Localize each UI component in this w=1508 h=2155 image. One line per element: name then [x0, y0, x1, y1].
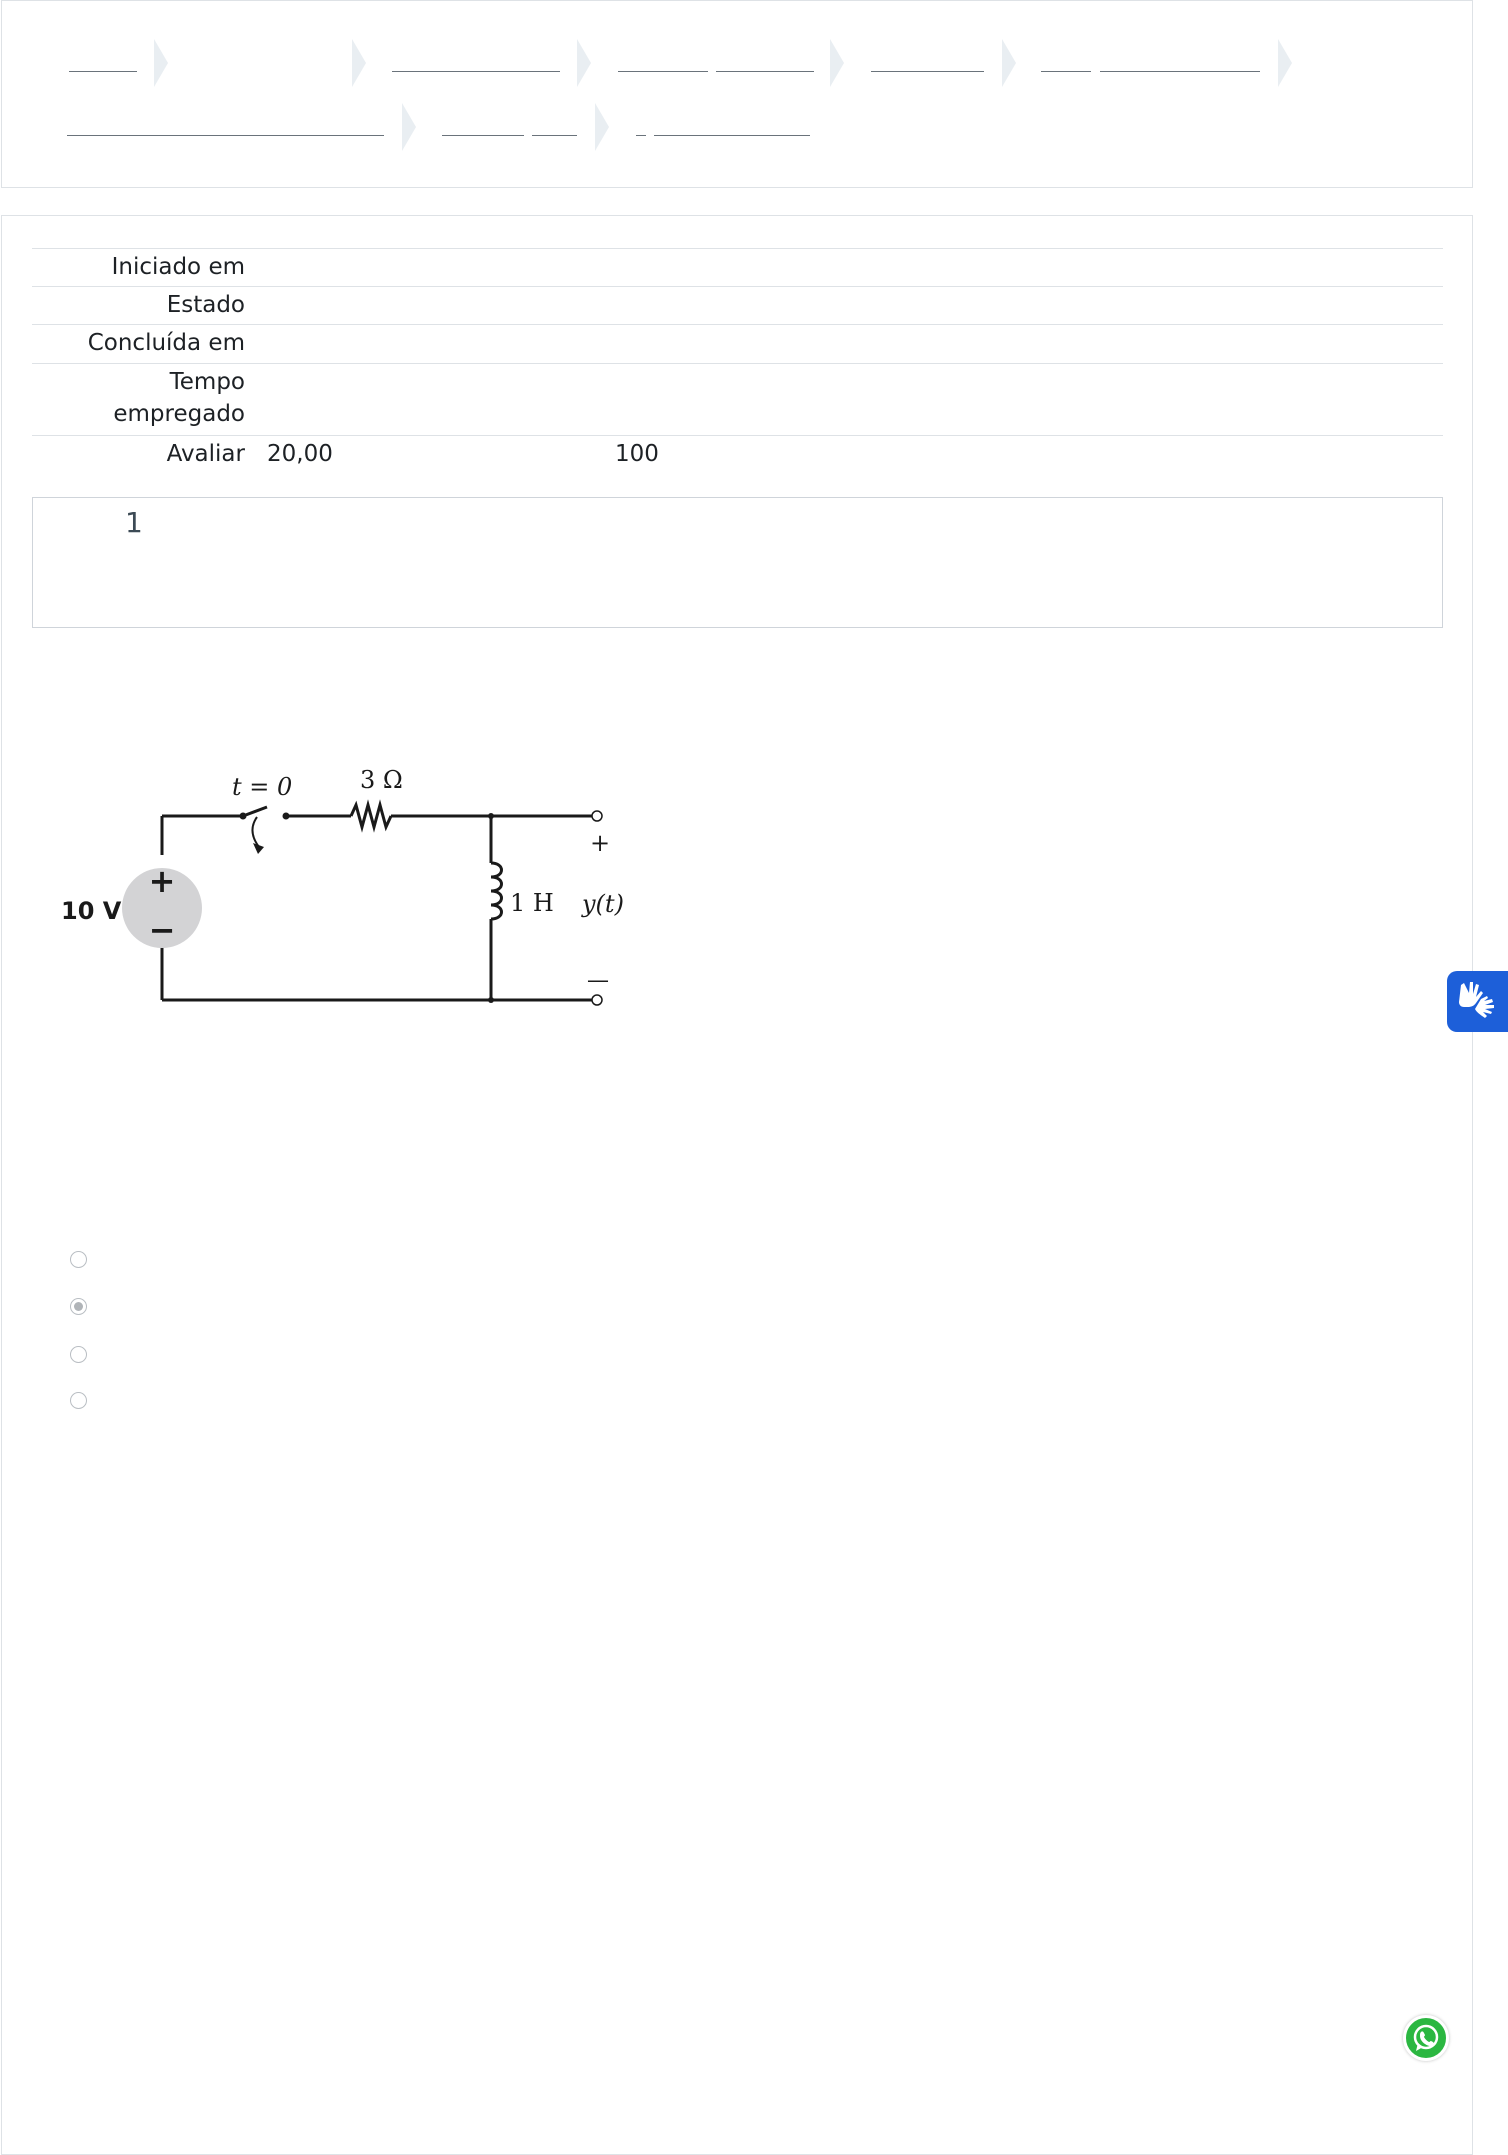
resistor-label: 3 Ω [360, 766, 403, 794]
breadcrumb-link-6[interactable] [67, 135, 384, 136]
breadcrumb-link-7b[interactable] [532, 135, 577, 136]
breadcrumb-current [636, 135, 646, 136]
summary-started-label: Iniciado em [111, 254, 245, 280]
circuit-svg [55, 755, 635, 1025]
chevron-right-icon [154, 39, 168, 87]
switch-label: t = 0 [232, 773, 293, 801]
summary-row-time [32, 363, 1443, 436]
breadcrumb-link-7[interactable] [442, 135, 524, 136]
switch-contact-dot [283, 813, 290, 820]
breadcrumb-link-4[interactable] [871, 71, 984, 72]
answer-option-radio-b[interactable] [70, 1298, 87, 1315]
question-number: 1 [125, 506, 143, 539]
summary-completed-label: Concluída em [87, 330, 245, 356]
source-plus: + [148, 862, 176, 900]
breadcrumb-link-1[interactable] [69, 71, 137, 72]
summary-row-started [32, 248, 1443, 287]
breadcrumb-link-3[interactable] [618, 71, 708, 72]
switch-pivot-dot [240, 813, 247, 820]
chevron-right-icon [595, 103, 609, 151]
node-top-dot [488, 813, 494, 819]
summary-row-completed [32, 324, 1443, 363]
summary-row-state [32, 286, 1443, 325]
summary-row-grade [32, 435, 1443, 474]
chevron-right-icon [830, 39, 844, 87]
answer-option-radio-d[interactable] [70, 1392, 87, 1409]
source-label: 10 V [61, 897, 122, 925]
accessibility-button[interactable] [1447, 971, 1508, 1032]
output-terminal-top [592, 811, 602, 821]
inductor-label: 1 H [510, 889, 554, 917]
summary-time-label-line1: Tempo [169, 369, 245, 395]
summary-time-label-line2: empregado [113, 401, 245, 427]
output-plus: + [590, 829, 611, 857]
question-info-box [32, 497, 1443, 628]
breadcrumb-link-5b[interactable] [1100, 71, 1260, 72]
switch-arrow-arc [252, 817, 259, 847]
chevron-right-icon [1278, 39, 1292, 87]
output-label: y(t) [582, 890, 624, 918]
breadcrumb-link-3b[interactable] [716, 71, 814, 72]
inductor-coil [491, 863, 502, 919]
output-minus: — [587, 968, 609, 993]
output-terminal-bottom [592, 995, 602, 1005]
answer-option-radio-a[interactable] [70, 1251, 87, 1268]
hand-sign-language-icon [1447, 971, 1508, 1032]
resistor-zigzag [351, 805, 391, 827]
summary-grade-max: 100 [615, 441, 659, 467]
chevron-right-icon [577, 39, 591, 87]
breadcrumb [1, 0, 1473, 188]
circuit-diagram [55, 755, 635, 1029]
answer-option-radio-c[interactable] [70, 1346, 87, 1363]
whatsapp-button[interactable] [1403, 2015, 1449, 2061]
breadcrumb-current-b [654, 135, 810, 136]
summary-grade-label: Avaliar [166, 441, 245, 467]
switch-blade [243, 807, 267, 816]
chevron-right-icon [402, 103, 416, 151]
summary-grade-value: 20,00 [267, 441, 333, 467]
breadcrumb-link-5[interactable] [1041, 71, 1091, 72]
node-bottom-dot [488, 997, 494, 1003]
summary-state-label: Estado [166, 292, 245, 318]
chevron-right-icon [352, 39, 366, 87]
source-minus: − [148, 911, 176, 949]
chevron-right-icon [1002, 39, 1016, 87]
breadcrumb-link-2[interactable] [392, 71, 560, 72]
whatsapp-icon [1406, 2018, 1446, 2058]
